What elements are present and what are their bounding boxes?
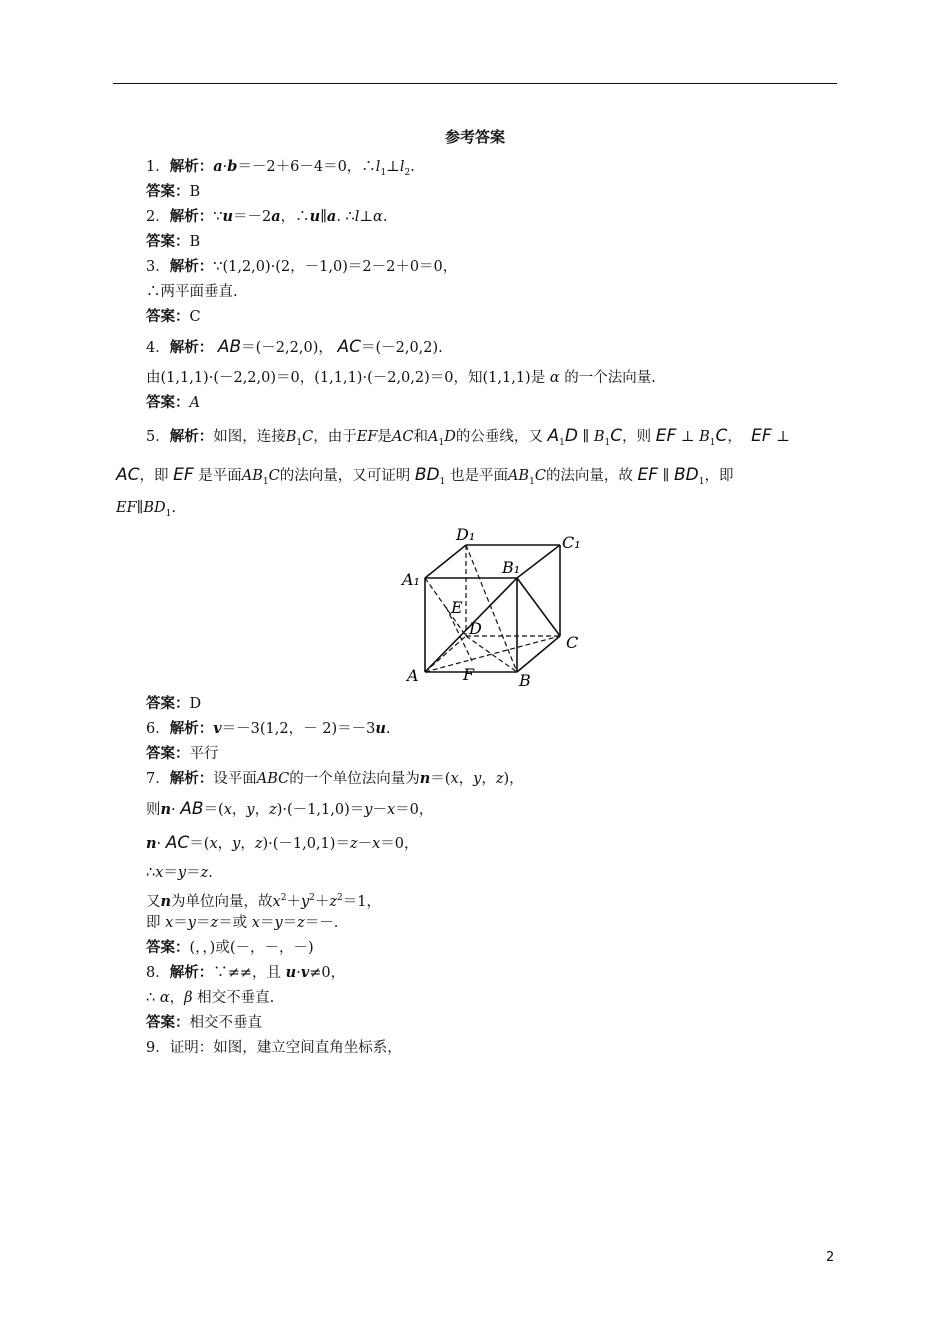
answer-7-eq1: 则n· AB＝(x，y，z)·(－1,1,0)＝y－x＝0， — [146, 799, 434, 819]
page-number: 2 — [826, 1250, 835, 1265]
answer-7-analysis: 7．解析：设平面ABC的一个单位法向量为n＝(x，y，z)， — [146, 770, 524, 787]
answer-8-conclusion: ∴ α，β 相交不垂直. — [146, 990, 275, 1006]
answer-7-eq3: ∴x＝y＝z. — [146, 865, 213, 881]
answer-9-proof: 9．证明：如图，建立空间直角坐标系， — [146, 1040, 402, 1056]
edge-b1-c1 — [517, 545, 560, 578]
cube-figure — [395, 518, 595, 690]
hidden-edge-a-d — [425, 636, 466, 672]
label-e: E — [451, 598, 463, 617]
answer-4-analysis: 4．解析： AB＝(－2,2,0)， AC＝(－2,0,2). — [146, 337, 443, 357]
label-f: F — [463, 665, 475, 684]
answer-7-eq4: 又n为单位向量，故$x^2+y^2+z^2=1$， — [146, 892, 382, 910]
label-b1: B₁ — [502, 558, 521, 577]
edge-a1-d1 — [425, 545, 466, 578]
answer-4-reasoning: 由(1,1,1)·(－2,2,0)＝0，(1,1,1)·(－2,0,2)＝0，知(1,1,1)是 α 的一个法向量. — [146, 370, 656, 386]
answer-4: 答案：A — [146, 395, 200, 411]
page-title: 参考答案 — [444, 128, 505, 146]
answer-3-analysis: 3．解析：∵(1,2,0)·(2，－1,0)＝2－2＋0＝0， — [146, 259, 458, 275]
answer-1: 答案：B — [146, 184, 201, 200]
answer-3: 答案：C — [146, 309, 201, 325]
answer-8-analysis: 8．解析：∵≠≠，且 u·v≠0， — [146, 964, 346, 981]
answer-1-analysis: 1．解析：a·b＝－2＋6－4＝0，$\therefore l_1\perp l_2$. — [146, 158, 415, 178]
label-c1: C₁ — [562, 533, 581, 552]
answer-7-eq2: n· AC＝(x，y，z)·(－1,0,1)＝z－x＝0， — [146, 833, 419, 853]
answer-6: 答案：平行 — [146, 746, 219, 762]
answer-8: 答案：相交不垂直 — [146, 1015, 262, 1031]
answer-7: 答案：(，，)或(－，－，－) — [146, 940, 314, 956]
answer-5-conclusion: $EF\parallel BD_1$. — [116, 500, 176, 519]
label-d1: D₁ — [456, 525, 476, 544]
answer-3-conclusion: ∴两平面垂直. — [146, 284, 238, 300]
answer-2-analysis: 2．解析：∵u＝－2a，∴u∥a. ∴l⊥α. — [146, 208, 388, 225]
answer-5-analysis: 5．解析：如图，连接$B_1C$，由于EF是AC和$A_1D$的公垂线，又 $A_1D$ ∥ $B_1C$，则 EF ⊥ $B_1C$， EF ⊥ — [146, 426, 790, 448]
label-b: B — [519, 671, 531, 690]
segment-b1-c — [517, 578, 560, 636]
header-rule — [113, 83, 837, 84]
answer-6-analysis: 6．解析：v＝－3(1,2，－ 2)＝－3u. — [146, 720, 391, 737]
label-d: D — [469, 619, 482, 638]
label-c: C — [566, 633, 579, 652]
answer-5-analysis-cont: AC，即 EF 是平面$AB_1C$的法向量，又可证明 $BD_1$ 也是平面$AB_1C$的法向量，故 EF ∥ $BD_1$，即 — [116, 465, 734, 487]
answer-7-eq5: 即 x＝y＝z＝或 x＝y＝z＝－. — [146, 915, 339, 931]
answer-5: 答案：D — [146, 696, 202, 712]
label-a1: A₁ — [402, 570, 420, 589]
edge-b-c — [517, 636, 560, 672]
label-a: A — [407, 666, 419, 685]
answer-2: 答案：B — [146, 234, 201, 250]
